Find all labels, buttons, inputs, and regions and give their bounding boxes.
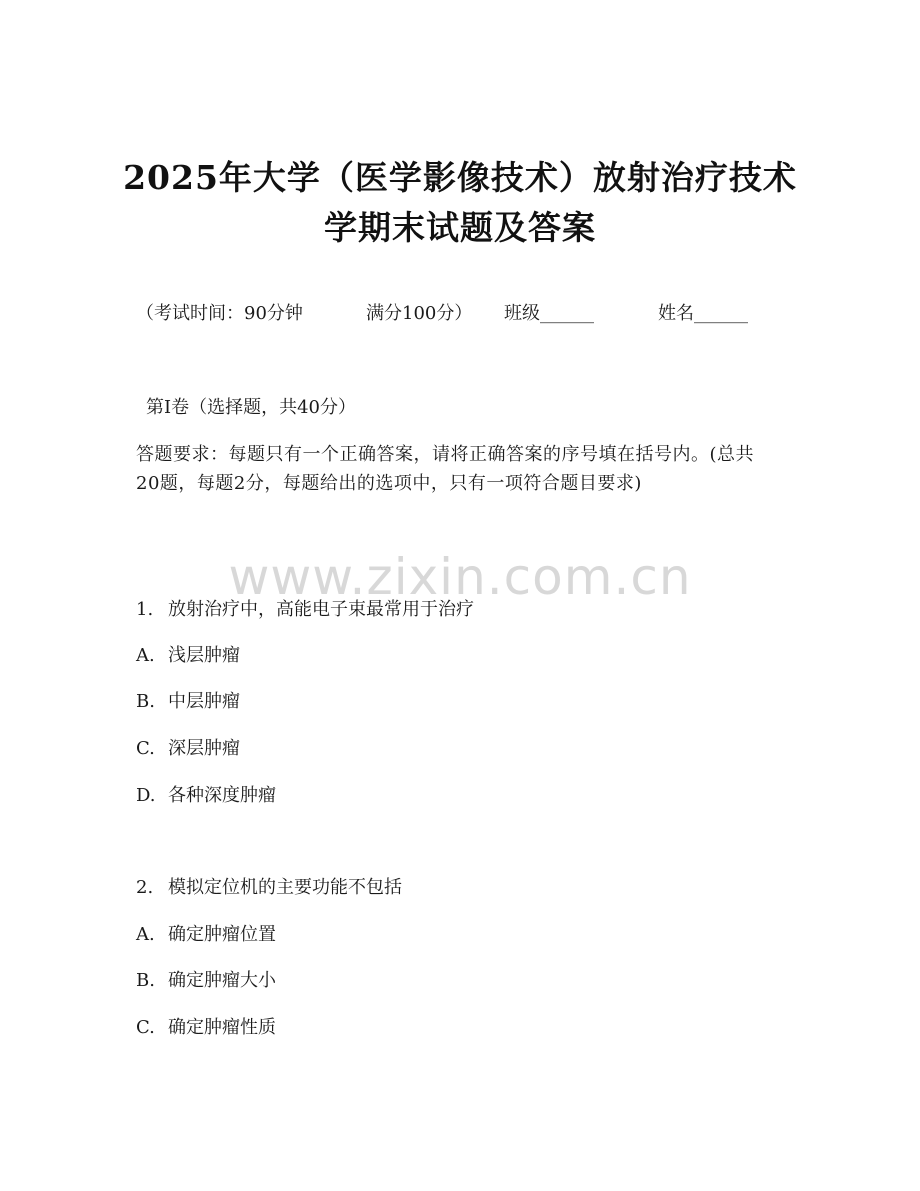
exam-score: 满分100分）: [366, 303, 473, 324]
document-title-line-2: 学期末试题及答案: [324, 208, 596, 247]
class-field: 班级______: [504, 303, 594, 324]
option-label: A.: [136, 645, 155, 666]
question-text: 放射治疗中，高能电子束最常用于治疗: [168, 599, 474, 620]
exam-info: [136, 302, 796, 326]
option-label: D.: [136, 785, 156, 806]
question-number: 1.: [136, 599, 154, 620]
question-number: 2.: [136, 877, 154, 898]
question-1-option-a: [136, 644, 240, 668]
option-text: 浅层肿瘤: [168, 645, 240, 666]
section-title: 第I卷（选择题，共40分）: [146, 397, 357, 418]
question-2-option-a: [136, 923, 276, 947]
question-1-option-c: [136, 737, 240, 761]
question-2-option-c: [136, 1016, 276, 1040]
question-text: 模拟定位机的主要功能不包括: [168, 877, 402, 898]
option-text: 确定肿瘤位置: [168, 924, 276, 945]
document-title-line-1: 2025年大学（医学影像技术）放射治疗技术: [123, 158, 797, 197]
option-label: B.: [136, 691, 155, 712]
question-1-option-d: [136, 784, 276, 808]
option-label: B.: [136, 970, 155, 991]
option-text: 确定肿瘤大小: [168, 970, 276, 991]
question-2: [136, 876, 402, 900]
exam-time: （考试时间：90分钟: [136, 303, 303, 324]
option-label: C.: [136, 738, 155, 759]
option-label: C.: [136, 1017, 155, 1038]
name-field: 姓名______: [658, 303, 748, 324]
answer-requirement: 答题要求：每题只有一个正确答案，请将正确答案的序号填在括号内。(总共20题，每题2分，每题给出的选项中，只有一项符合题目要求): [136, 444, 755, 494]
question-1-option-b: [136, 690, 240, 714]
watermark: www.zixin.com.cn: [228, 548, 692, 606]
option-text: 确定肿瘤性质: [168, 1017, 276, 1038]
question-2-option-b: [136, 969, 276, 993]
option-text: 深层肿瘤: [168, 738, 240, 759]
option-text: 各种深度肿瘤: [168, 785, 276, 806]
option-label: A.: [136, 924, 155, 945]
question-1: [136, 598, 474, 622]
option-text: 中层肿瘤: [168, 691, 240, 712]
